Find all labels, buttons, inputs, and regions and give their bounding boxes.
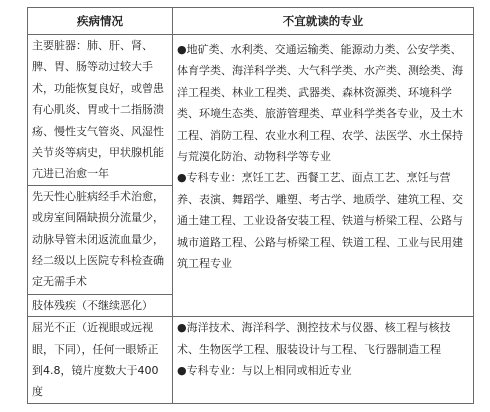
table-header-row — [28, 8, 474, 35]
majors-bachelor-list: ●地矿类、水利类、交通运输类、能源动力类、公安学类、体育学类、海洋科学类、大气科学类、水产类、测绘类、海洋工程类、林业工程类、武器类、森林资源类、环境科学类、环境生态类、旅游管理类、草业科学类各专业，及土木工程、消防工程、农业水利工程、农学、法医学、水土保持与荒漠化防治、动物科学等专业 — [177, 43, 463, 164]
majors-vocational-list: ●专科专业：与以上相同或相近专业 — [177, 364, 352, 378]
majors-vocational-list: ●专科专业：烹饪工艺、西餐工艺、面点工艺、烹饪与营养、表演、舞蹈学、雕塑、考古学、地质学、建筑工程、交通土建工程、工业设备安装工程、铁道与桥梁工程、公路与城市道路工程、公路与桥梁工程、铁道工程、工业与民用建筑工程专业 — [177, 171, 463, 271]
condition-text: 肢体残疾（不继续恶化） — [32, 298, 153, 312]
header-majors: 不宜就读的专业 — [173, 8, 474, 35]
majors-bachelor-list: ●海洋技术、海洋科学、测控技术与仪器、核工程与核技术、生物医学工程、服装设计与工程、飞行器制造工程 — [177, 321, 451, 356]
restricted-majors-table — [27, 7, 474, 404]
condition-heart-surgery — [28, 185, 173, 294]
table-row — [28, 317, 474, 404]
condition-myopia — [28, 317, 173, 404]
majors-group-2 — [173, 317, 474, 404]
condition-main-organs — [28, 35, 173, 186]
header-condition: 疾病情况 — [28, 8, 173, 35]
majors-group-1 — [173, 35, 474, 317]
condition-text: 先天性心脏病经手术治愈，或房室间隔缺损分流量少，动脉导管未闭返流血量少，经二级以上医院专科检查确定无需手术 — [32, 189, 164, 289]
condition-text: 屈光不正（近视眼或远视眼，下同），任何一眼矫正到4.8，镜片度数大于400度 — [32, 321, 159, 399]
condition-text: 主要脏器：肺、肝、肾、脾、胃、肠等动过较大手术，功能恢复良好，或曾患有心肌炎、胃或十二指肠溃疡、慢性支气管炎、风湿性关节炎等病史，甲状腺机能亢进已治愈一年 — [32, 39, 164, 181]
table-row — [28, 35, 474, 186]
condition-limb-disability — [28, 294, 173, 316]
